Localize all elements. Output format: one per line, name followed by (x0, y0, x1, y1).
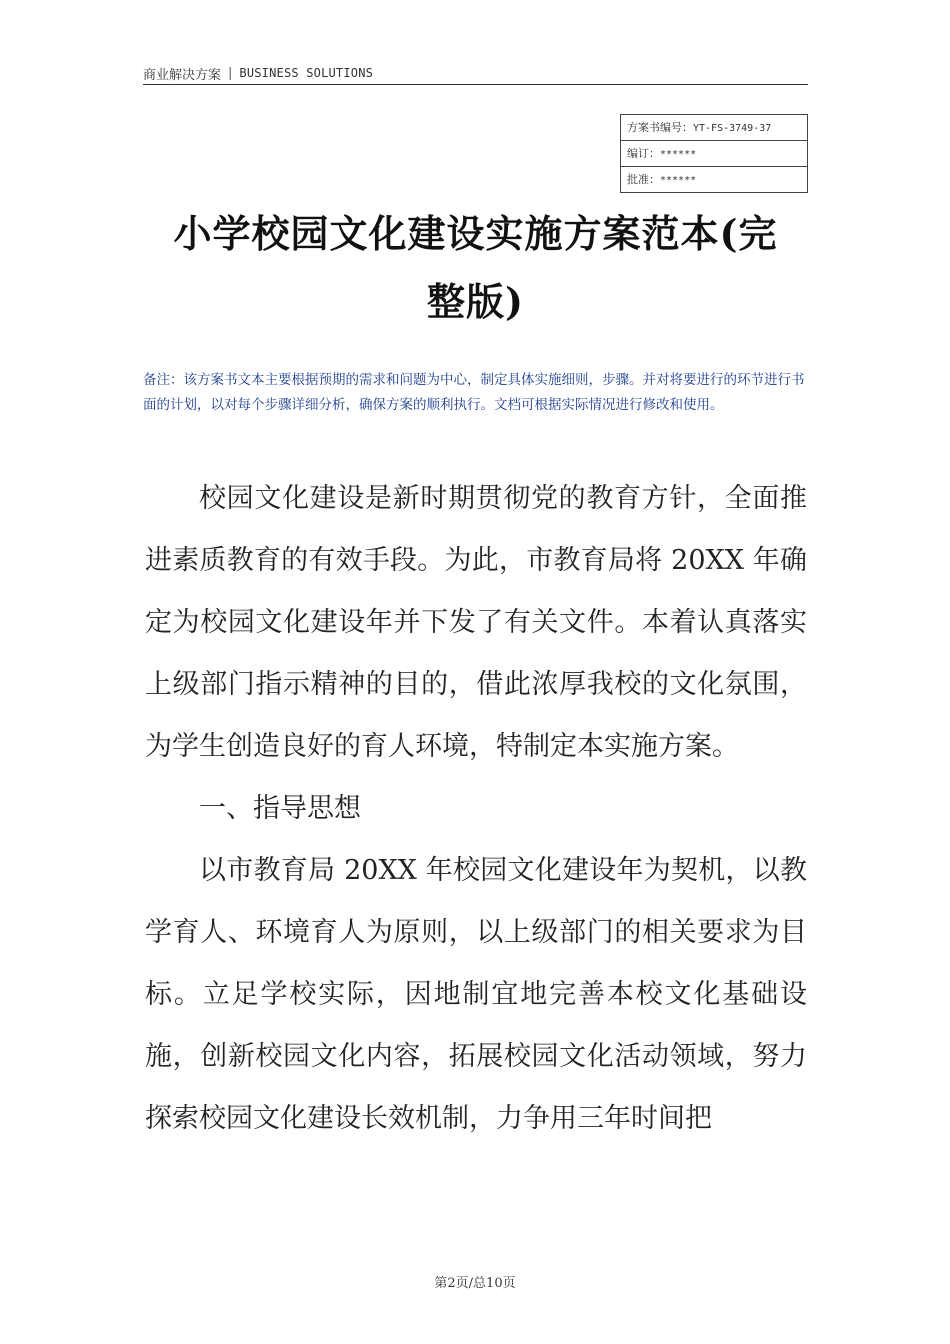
document-body (145, 468, 807, 1150)
doc-edit-value: ****** (660, 149, 697, 160)
document-info-box (620, 114, 808, 193)
doc-edit-row (621, 141, 807, 167)
document-title (143, 200, 808, 336)
page-number: 第2页/总10页 (434, 1276, 516, 1291)
doc-code-value: YT-FS-3749-37 (693, 123, 772, 134)
page-header (143, 62, 808, 85)
doc-approve-label: 批准： (627, 173, 660, 186)
header-en-title: BUSINESS SOLUTIONS (239, 66, 374, 80)
doc-approve-row (621, 167, 807, 192)
body-paragraph: 校园文化建设是新时期贯彻党的教育方针，全面推进素质教育的有效手段。为此，市教育局将 20XX 年确定为校园文化建设年并下发了有关文件。本着认真落实上级部门指示精神的目的，借此浓厚我校的文化氛围，为学生创造良好的育人环境，特制定本实施方案。 (145, 483, 807, 762)
section-heading: 一、指导思想 (199, 793, 361, 824)
document-note: 备注：该方案书文本主要根据预期的需求和问题为中心，制定具体实施细则，步骤。并对将要进行的环节进行书面的计划，以对每个步骤详细分析，确保方案的顺利执行。文档可根据实际情况进行修改和使用。 (143, 372, 805, 413)
doc-approve-value: ****** (660, 175, 697, 186)
header-cn-title: 商业解决方案 (143, 67, 222, 83)
document-title-line2: 整版) (427, 279, 524, 324)
doc-code-row (621, 115, 807, 141)
doc-code-label: 方案书编号： (627, 121, 693, 134)
doc-edit-label: 编订： (627, 147, 660, 160)
header-separator: | (228, 65, 233, 81)
document-title-line1: 小学校园文化建设实施方案范本(完 (173, 211, 778, 256)
body-paragraph: 以市教育局 20XX 年校园文化建设年为契机，以教学育人、环境育人为原则，以上级部门的相关要求为目标。立足学校实际，因地制宜地完善本校文化基础设施，创新校园文化内容，拓展校园文化活动领域，努力探索校园文化建设长效机制，力争用三年时间把 (145, 855, 807, 1134)
